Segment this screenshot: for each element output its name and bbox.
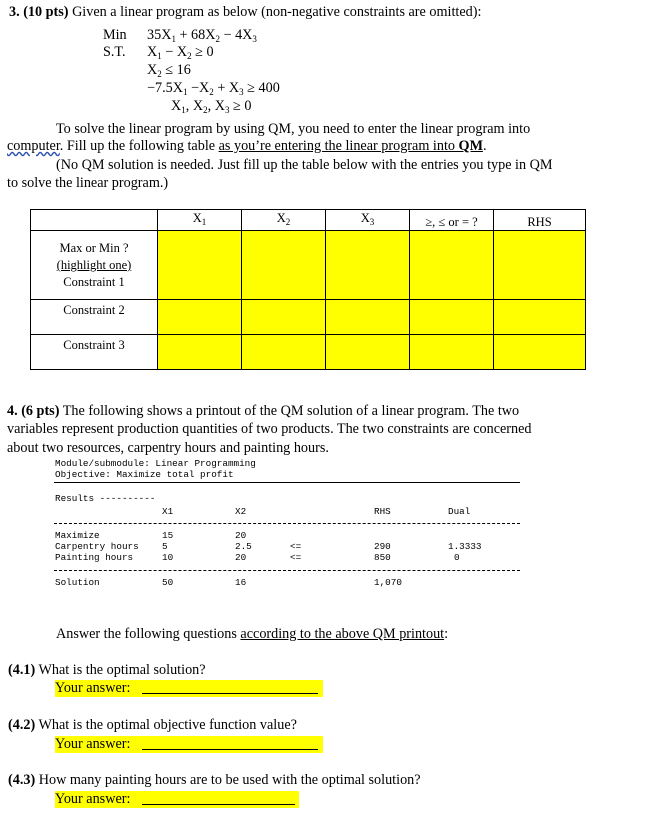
answer-4-2[interactable] — [55, 736, 323, 753]
answer-intro-underlined: according to the above QM printout — [240, 626, 445, 642]
cell-obj-x2[interactable] — [242, 231, 326, 300]
cell-c3-rhs[interactable] — [494, 335, 586, 370]
question-4-1 — [8, 662, 206, 679]
question-4-2 — [8, 717, 297, 734]
answer-4-3-line[interactable] — [142, 791, 295, 805]
cell-obj-x3[interactable] — [326, 231, 410, 300]
cell-obj-rhs[interactable] — [494, 231, 586, 300]
row-carpentry-x1: 5 — [162, 541, 168, 552]
row-painting-label: Painting hours — [55, 552, 134, 563]
cell-obj-sign[interactable] — [410, 231, 494, 300]
max-or-min-label: Max or Min ? — [59, 241, 129, 255]
word-computer: computer — [7, 138, 60, 154]
q43-number: (4.3) — [8, 772, 36, 788]
row-carpentry-dual: 1.3333 — [448, 541, 482, 552]
answer-intro-colon: : — [444, 626, 449, 642]
answer-intro-text: Answer the following questions — [56, 626, 241, 642]
printout-module: Module/submodule: Linear Programming — [55, 458, 256, 469]
lp-constraint-2: $X_2 \le 16$ — [147, 62, 191, 79]
row-carpentry-sign: <= — [290, 541, 302, 552]
q3-para1-text: . Fill up the following table — [59, 138, 219, 154]
cell-c2-rhs[interactable] — [494, 300, 586, 335]
q41-text: What is the optimal solution? — [35, 662, 206, 678]
header-sign: ≥, ≤ or = ? — [410, 210, 494, 231]
header-rhs: RHS — [494, 210, 586, 231]
q3-para1-period: . — [482, 138, 487, 154]
q42-text: What is the optimal objective function value? — [35, 717, 297, 733]
q41-number: (4.1) — [8, 662, 36, 678]
your-answer-label: Your answer: — [55, 736, 131, 752]
your-answer-label: Your answer: — [55, 680, 131, 696]
qm-entry-table — [30, 209, 586, 370]
printout-col-rhs: RHS — [374, 506, 391, 517]
table-row — [31, 231, 586, 300]
printout-results: Results ---------- — [55, 493, 156, 504]
row-maximize-x2: 20 — [235, 530, 247, 541]
printout-top-rule — [54, 482, 520, 483]
q3-para1-underlined: as you’re entering the linear program into — [218, 138, 459, 154]
answer-4-1[interactable] — [55, 680, 323, 697]
cell-obj-x1[interactable] — [158, 231, 242, 300]
lp-min-label: Min — [103, 27, 127, 43]
header-x3: $X_3$ — [326, 210, 410, 231]
your-answer-label: Your answer: — [55, 791, 131, 807]
highlight-one-label: (highlight one) — [56, 258, 132, 272]
row-painting-x2: 20 — [235, 552, 247, 563]
printout-col-dual: Dual — [448, 506, 471, 517]
printout-objective: Objective: Maximize total profit — [55, 469, 234, 480]
constraint-3-label: Constraint 3 — [31, 335, 158, 370]
answer-4-3[interactable] — [55, 791, 299, 808]
printout-col-x2: X2 — [235, 506, 247, 517]
table-row — [31, 335, 586, 370]
row-painting-sign: <= — [290, 552, 302, 563]
constraint-2-label: Constraint 2 — [31, 300, 158, 335]
q3-para2-line2: to solve the linear program.) — [7, 175, 169, 191]
lp-objective: $35X_1 + 68X_2 - 4X_3$ — [147, 27, 257, 44]
row-carpentry-label: Carpentry hours — [55, 541, 139, 552]
cell-c2-x3[interactable] — [326, 300, 410, 335]
cell-c3-sign[interactable] — [410, 335, 494, 370]
table-row — [31, 300, 586, 335]
q4-line3: about two resources, carpentry hours and painting hours. — [7, 440, 329, 456]
lp-constraint-1: $X_1 - X_2 \ge 0$ — [147, 44, 214, 61]
solution-label: Solution — [55, 577, 100, 588]
q3-number: 3. (10 pts) — [9, 4, 69, 20]
row-carpentry-rhs: 290 — [374, 541, 391, 552]
lp-nonneg: $X_1$, $X_2$, $X_3 \ge 0$ — [171, 98, 252, 115]
printout-col-x1: X1 — [162, 506, 174, 517]
solution-x2: 16 — [235, 577, 247, 588]
constraint-1-label: Constraint 1 — [63, 275, 125, 289]
cell-c2-sign[interactable] — [410, 300, 494, 335]
row-painting-dual: 0 — [454, 552, 460, 563]
q4-line2: variables represent production quantities of two products. The two constraints are concerned — [7, 421, 532, 437]
q4-line1 — [7, 403, 519, 420]
header-x1: $X_1$ — [158, 210, 242, 231]
solution-rhs: 1,070 — [374, 577, 402, 588]
cell-c3-x1[interactable] — [158, 335, 242, 370]
table-corner — [31, 210, 158, 231]
row-painting-rhs: 850 — [374, 552, 391, 563]
q4-number: 4. (6 pts) — [7, 403, 60, 419]
q3-para2-line1: (No QM solution is needed. Just fill up the table below with the entries you type in QM — [56, 157, 553, 173]
row-maximize-x1: 15 — [162, 530, 174, 541]
q4-line1-text: The following shows a printout of the QM solution of a linear program. The two — [59, 403, 520, 419]
question-4-3 — [8, 772, 421, 789]
lp-st-label: S.T. — [103, 44, 126, 60]
q3-para1-line2 — [7, 138, 487, 155]
q43-text: How many painting hours are to be used with the optimal solution? — [35, 772, 421, 788]
printout-rule-2 — [54, 570, 520, 571]
cell-c3-x2[interactable] — [242, 335, 326, 370]
printout-rule-1 — [54, 523, 520, 524]
q42-number: (4.2) — [8, 717, 36, 733]
cell-c2-x2[interactable] — [242, 300, 326, 335]
row-label-objective — [31, 231, 158, 300]
cell-c2-x1[interactable] — [158, 300, 242, 335]
header-x2: $X_2$ — [242, 210, 326, 231]
qm-printout — [49, 458, 521, 602]
row-painting-x1: 10 — [162, 552, 174, 563]
q3-para1-qm: QM — [458, 138, 483, 154]
lp-constraint-3: $-7.5X_1 -X_2 + X_3 \ge 400$ — [147, 80, 280, 97]
q3-para1-line1: To solve the linear program by using QM, you need to enter the linear program into — [56, 121, 531, 137]
row-maximize-label: Maximize — [55, 530, 100, 541]
solution-x1: 50 — [162, 577, 174, 588]
row-carpentry-x2: 2.5 — [235, 541, 252, 552]
cell-c3-x3[interactable] — [326, 335, 410, 370]
answer-4-2-line[interactable] — [142, 736, 318, 750]
answer-4-1-line[interactable] — [142, 680, 318, 694]
answer-intro — [56, 626, 448, 643]
q3-header — [9, 4, 481, 21]
q3-header-text: Given a linear program as below (non-negative constraints are omitted): — [68, 4, 482, 20]
